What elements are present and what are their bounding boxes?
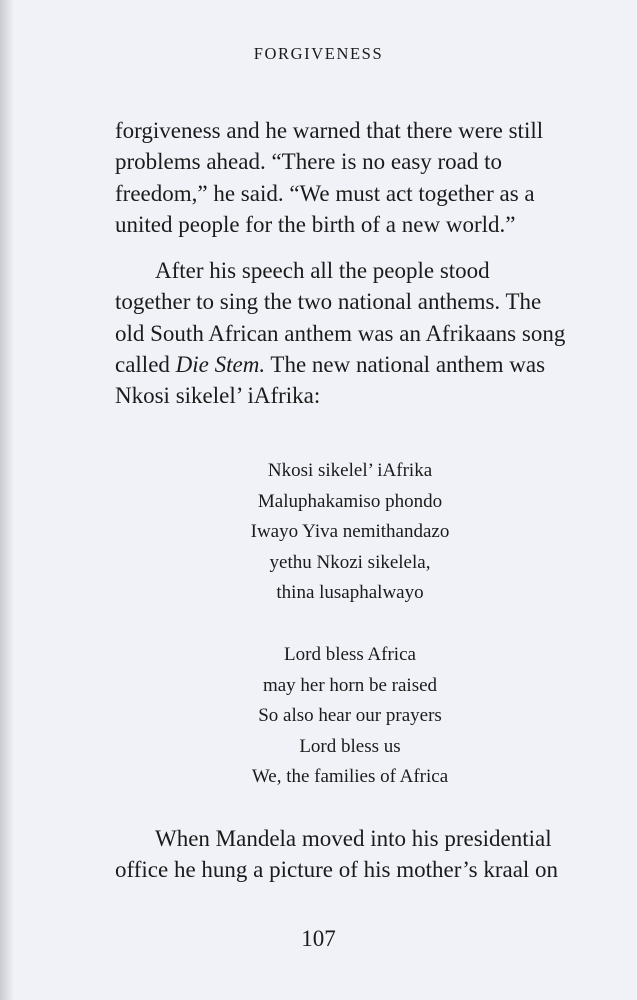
paragraph-3 <box>115 823 610 886</box>
text-line: When Mandela moved into his presidential <box>155 826 552 851</box>
text-line <box>115 349 610 380</box>
text-line: Nkosi sikelel’ iAfrika: <box>115 383 321 409</box>
poem-line: Lord bless us <box>299 735 401 757</box>
page-gutter-shadow <box>0 0 14 1000</box>
text-run: The new national anthem was <box>265 351 546 377</box>
text-line: united people for the birth of a new world.” <box>115 211 516 237</box>
poem-line: yethu Nkozi sikelela, <box>269 551 431 573</box>
text-line: forgiveness and he warned that there were still <box>115 118 544 143</box>
text-line: together to sing the two national anthems. The <box>115 289 542 315</box>
poem-line: Nkosi sikelel’ iAfrika <box>267 460 433 481</box>
anthem-title-italic: Die Stem. <box>175 351 266 377</box>
text-line: freedom,” he said. “We must act together as a <box>115 180 535 206</box>
paragraph-2 <box>115 255 610 411</box>
poem-line: We, the families of Africa <box>251 766 449 787</box>
anthem-stanza-english <box>200 640 500 793</box>
text-run: called <box>115 351 176 377</box>
page-number: 107 <box>301 926 336 951</box>
paragraph-1 <box>115 115 610 240</box>
text-line: problems ahead. “There is no easy road to <box>115 149 503 175</box>
poem-line: So also hear our prayers <box>258 705 442 726</box>
poem-line: may her horn be raised <box>262 674 438 696</box>
poem-line: thina lusaphalwayo <box>276 582 424 603</box>
running-head: FORGIVENESS <box>253 44 384 63</box>
poem-line: Lord bless Africa <box>284 644 416 665</box>
anthem-stanza-xhosa <box>200 456 500 609</box>
text-line: old South African anthem was an Afrikaans song <box>115 320 566 346</box>
poem-line: Iwayo Yiva nemithandazo <box>250 521 450 542</box>
poem-line: Maluphakamiso phondo <box>257 490 443 512</box>
text-line: office he hung a picture of his mother’s kraal on <box>115 857 559 883</box>
text-line: After his speech all the people stood <box>155 258 490 283</box>
